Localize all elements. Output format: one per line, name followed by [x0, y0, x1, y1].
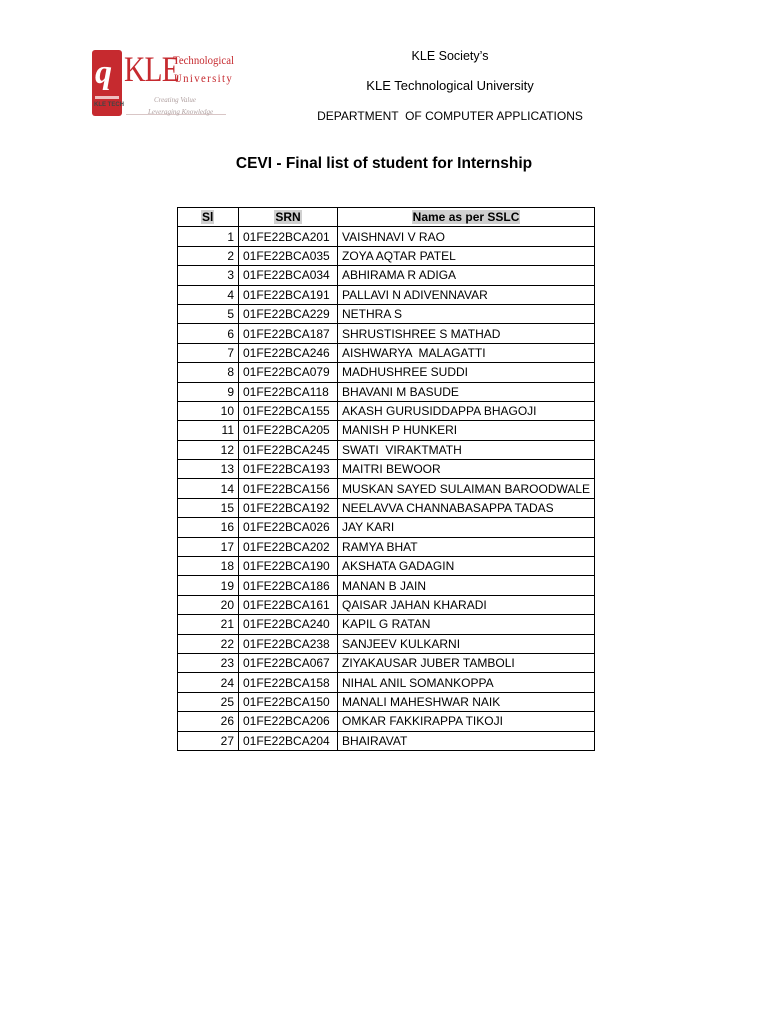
table-row: [178, 595, 595, 614]
cell-name: NIHAL ANIL SOMANKOPPA: [338, 673, 595, 692]
cell-name: JAY KARI: [338, 518, 595, 537]
table-row: [178, 537, 595, 556]
cell-srn: 01FE22BCA118: [239, 382, 338, 401]
table-row: [178, 460, 595, 479]
cell-srn: 01FE22BCA201: [239, 227, 338, 246]
cell-name: SWATI VIRAKTMATH: [338, 440, 595, 459]
table-row: [178, 343, 595, 362]
table-row: [178, 731, 595, 750]
cell-srn: 01FE22BCA161: [239, 595, 338, 614]
cell-sl: 1: [178, 227, 239, 246]
table-row: [178, 576, 595, 595]
cell-name: AKSHATA GADAGIN: [338, 557, 595, 576]
table-row: [178, 615, 595, 634]
cell-name: QAISAR JAHAN KHARADI: [338, 595, 595, 614]
cell-name: SHRUSTISHREE S MATHAD: [338, 324, 595, 343]
cell-srn: 01FE22BCA245: [239, 440, 338, 459]
table-row: [178, 363, 595, 382]
cell-name: MANALI MAHESHWAR NAIK: [338, 692, 595, 711]
cell-sl: 18: [178, 557, 239, 576]
logo-brand: KLE: [124, 49, 179, 89]
cell-name: MUSKAN SAYED SULAIMAN BAROODWALE: [338, 479, 595, 498]
cell-name: MANISH P HUNKERI: [338, 421, 595, 440]
cell-srn: 01FE22BCA035: [239, 246, 338, 265]
cell-sl: 11: [178, 421, 239, 440]
table-row: [178, 285, 595, 304]
table-row: [178, 227, 595, 246]
cell-sl: 5: [178, 304, 239, 323]
cell-sl: 20: [178, 595, 239, 614]
cell-srn: 01FE22BCA158: [239, 673, 338, 692]
cell-sl: 15: [178, 498, 239, 517]
cell-name: BHAVANI M BASUDE: [338, 382, 595, 401]
cell-name: AKASH GURUSIDDAPPA BHAGOJI: [338, 401, 595, 420]
table-row: [178, 692, 595, 711]
table-row: [178, 498, 595, 517]
cell-srn: 01FE22BCA204: [239, 731, 338, 750]
cell-sl: 12: [178, 440, 239, 459]
cell-sl: 13: [178, 460, 239, 479]
logo-line2: University: [174, 71, 234, 85]
cell-srn: 01FE22BCA150: [239, 692, 338, 711]
cell-srn: 01FE22BCA079: [239, 363, 338, 382]
cell-name: PALLAVI N ADIVENNAVAR: [338, 285, 595, 304]
cell-srn: 01FE22BCA155: [239, 401, 338, 420]
cell-sl: 2: [178, 246, 239, 265]
cell-name: SANJEEV KULKARNI: [338, 634, 595, 653]
table-row: [178, 440, 595, 459]
cell-srn: 01FE22BCA190: [239, 557, 338, 576]
page-title: CEVI - Final list of student for Internship: [235, 155, 533, 172]
table-header-row: [178, 208, 595, 227]
cell-name: MANAN B JAIN: [338, 576, 595, 595]
logo-underline: [95, 96, 119, 99]
cell-srn: 01FE22BCA229: [239, 304, 338, 323]
column-header-sl: Sl: [178, 208, 239, 227]
table-row: [178, 421, 595, 440]
table-row: [178, 304, 595, 323]
cell-sl: 25: [178, 692, 239, 711]
cell-sl: 17: [178, 537, 239, 556]
cell-name: OMKAR FAKKIRAPPA TIKOJI: [338, 712, 595, 731]
logo-tagline2: Leveraging Knowledge: [148, 108, 214, 116]
table-row: [178, 634, 595, 653]
cell-srn: 01FE22BCA205: [239, 421, 338, 440]
cell-srn: 01FE22BCA192: [239, 498, 338, 517]
cell-sl: 3: [178, 266, 239, 285]
table-row: [178, 557, 595, 576]
cell-sl: 21: [178, 615, 239, 634]
cell-sl: 7: [178, 343, 239, 362]
cell-srn: 01FE22BCA187: [239, 324, 338, 343]
cell-name: ABHIRAMA R ADIGA: [338, 266, 595, 285]
cell-sl: 9: [178, 382, 239, 401]
cell-sl: 19: [178, 576, 239, 595]
cell-name: RAMYA BHAT: [338, 537, 595, 556]
cell-srn: 01FE22BCA067: [239, 653, 338, 672]
column-header-name: Name as per SSLC: [338, 208, 595, 227]
cell-srn: 01FE22BCA202: [239, 537, 338, 556]
cell-name: ZOYA AQTAR PATEL: [338, 246, 595, 265]
column-header-srn: SRN: [239, 208, 338, 227]
cell-sl: 22: [178, 634, 239, 653]
table-row: [178, 266, 595, 285]
cell-name: NEELAVVA CHANNABASAPPA TADAS: [338, 498, 595, 517]
cell-name: MADHUSHREE SUDDI: [338, 363, 595, 382]
student-table: [177, 207, 595, 751]
cell-name: VAISHNAVI V RAO: [338, 227, 595, 246]
cell-srn: 01FE22BCA191: [239, 285, 338, 304]
table-row: [178, 712, 595, 731]
logo-tagline1: Creating Value: [154, 96, 196, 104]
cell-sl: 27: [178, 731, 239, 750]
cell-srn: 01FE22BCA034: [239, 266, 338, 285]
university-name: KLE Technological University: [366, 78, 534, 93]
cell-name: NETHRA S: [338, 304, 595, 323]
logo-line1: Technological: [173, 53, 235, 67]
university-logo: [90, 48, 235, 122]
table-row: [178, 324, 595, 343]
cell-srn: 01FE22BCA238: [239, 634, 338, 653]
cell-sl: 23: [178, 653, 239, 672]
table-row: [178, 518, 595, 537]
cell-sl: 14: [178, 479, 239, 498]
cell-name: BHAIRAVAT: [338, 731, 595, 750]
department-name: DEPARTMENT OF COMPUTER APPLICATIONS: [317, 109, 583, 123]
table-row: [178, 401, 595, 420]
cell-sl: 10: [178, 401, 239, 420]
cell-srn: 01FE22BCA193: [239, 460, 338, 479]
table-body: [178, 227, 595, 751]
cell-name: KAPIL G RATAN: [338, 615, 595, 634]
cell-sl: 16: [178, 518, 239, 537]
logo-initial: q: [95, 54, 112, 91]
cell-srn: 01FE22BCA156: [239, 479, 338, 498]
cell-sl: 24: [178, 673, 239, 692]
cell-srn: 01FE22BCA026: [239, 518, 338, 537]
cell-sl: 6: [178, 324, 239, 343]
cell-sl: 4: [178, 285, 239, 304]
cell-name: AISHWARYA MALAGATTI: [338, 343, 595, 362]
cell-name: ZIYAKAUSAR JUBER TAMBOLI: [338, 653, 595, 672]
cell-sl: 26: [178, 712, 239, 731]
cell-name: MAITRI BEWOOR: [338, 460, 595, 479]
table-row: [178, 479, 595, 498]
table-row: [178, 673, 595, 692]
table-row: [178, 653, 595, 672]
cell-sl: 8: [178, 363, 239, 382]
cell-srn: 01FE22BCA206: [239, 712, 338, 731]
cell-srn: 01FE22BCA246: [239, 343, 338, 362]
table-row: [178, 382, 595, 401]
logo-small-mark: KLE TECH: [94, 102, 124, 108]
cell-srn: 01FE22BCA186: [239, 576, 338, 595]
cell-srn: 01FE22BCA240: [239, 615, 338, 634]
society-name: KLE Society’s: [411, 49, 489, 63]
table-row: [178, 246, 595, 265]
